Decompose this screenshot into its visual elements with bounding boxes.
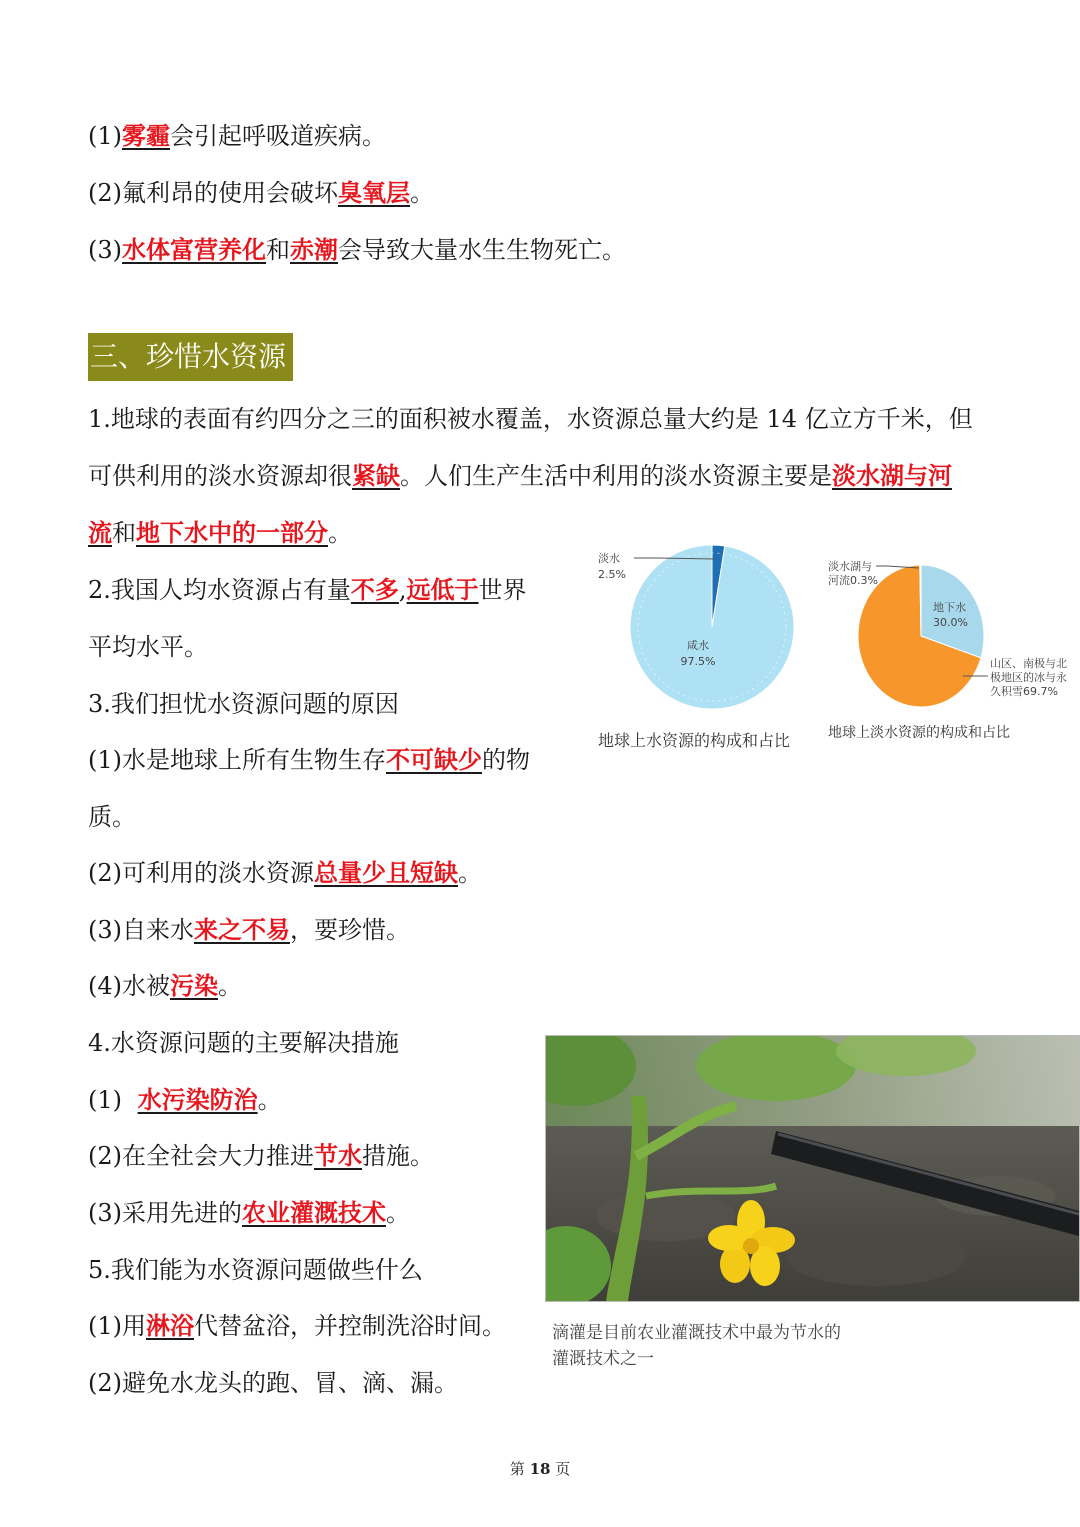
p4-title: 4.水资源问题的主要解决措施	[88, 1029, 399, 1057]
item-text: (3)采用先进的	[88, 1199, 242, 1227]
item-text: (2)在全社会大力推进	[88, 1142, 314, 1170]
slice-label-lakes-rivers: 河流0.3%	[828, 574, 878, 587]
highlight-term: 总量少且短缺	[314, 858, 458, 887]
caption-line: 灌溉技术之一	[552, 1349, 654, 1369]
item-text: ,	[398, 576, 407, 604]
item-text: 。	[218, 972, 242, 1000]
slice-label-lakes-rivers: 淡水湖与	[828, 560, 872, 573]
slice-value-groundwater: 30.0%	[933, 616, 968, 629]
item-text: (1)	[88, 122, 122, 150]
page-number	[0, 1458, 1080, 1479]
pie-slice-saltwater	[630, 545, 794, 709]
slice-label-ice-snow: 极地区的冰与永	[990, 671, 1067, 684]
p4-item-1	[88, 1085, 282, 1115]
pie-2-caption: 地球上淡水资源的构成和占比	[828, 725, 1010, 741]
item-text: 会导致大量水生生物死亡。	[338, 236, 626, 264]
item-text: 。	[386, 1199, 410, 1227]
item-text: 。	[458, 859, 482, 887]
item-text: ，要珍惜。	[290, 916, 410, 944]
slice-value-freshwater: 2.5%	[598, 568, 626, 581]
item-text: (3)	[88, 236, 122, 264]
highlight-term: 紧缺	[352, 461, 400, 490]
item-text: (3)自来水	[88, 916, 194, 944]
p5-item-1	[88, 1311, 506, 1341]
p4-item-3	[88, 1198, 410, 1228]
p3-item-2	[88, 858, 482, 888]
highlight-term: 远低于	[406, 575, 479, 604]
highlight-term: 不多	[350, 575, 399, 604]
p3-item-3	[88, 915, 410, 945]
slice-label-groundwater: 地下水	[933, 601, 966, 614]
item-text: 2.我国人均水资源占有量	[88, 576, 351, 604]
page-number-value: 18	[529, 1460, 551, 1478]
drip-irrigation-photo	[545, 1035, 1080, 1302]
item-text: (1)	[88, 1086, 130, 1114]
highlight-term: 臭氧层	[338, 178, 410, 207]
p3-item-4	[88, 971, 242, 1001]
photo-caption	[552, 1320, 972, 1372]
p1-line-3	[88, 518, 352, 548]
drip-irrigation-illustration	[546, 1036, 1079, 1301]
p3-item-1	[88, 745, 530, 775]
pollution-item-3	[88, 235, 626, 265]
caption-line: 滴灌是目前农业灌溉技术中最为节水的	[552, 1323, 841, 1343]
pie-1-caption: 地球上水资源的构成和占比	[598, 731, 791, 750]
highlight-term: 淋浴	[146, 1311, 194, 1340]
slice-value-saltwater: 97.5%	[680, 655, 716, 668]
item-text: 世界	[478, 576, 527, 604]
highlight-term: 淡水湖与河	[832, 461, 952, 490]
item-text: 代替盆浴，并控制洗浴时间。	[194, 1312, 506, 1340]
item-text: 措施。	[362, 1142, 434, 1170]
highlight-term: 农业灌溉技术	[242, 1198, 386, 1227]
item-text: (2)可利用的淡水资源	[88, 859, 314, 887]
slice-label-ice-snow: 久积雪69.7%	[990, 685, 1058, 698]
page-suffix: 页	[555, 1460, 571, 1478]
highlight-term: 污染	[170, 971, 218, 1000]
p3-title: 3.我们担忧水资源问题的原因	[88, 690, 399, 718]
p1-line-1: 1.地球的表面有约四分之三的面积被水覆盖，水资源总量大约是 14 亿立方千米，但	[88, 405, 973, 433]
item-text: 。	[328, 519, 352, 547]
item-text: 可供利用的淡水资源却很	[88, 462, 352, 490]
slice-label-saltwater: 咸水	[687, 639, 709, 652]
item-text: 。	[410, 179, 434, 207]
item-text: 。人们生产生活中利用的淡水资源主要是	[400, 462, 832, 490]
pollution-item-1	[88, 121, 386, 151]
page-prefix: 第	[509, 1460, 525, 1478]
item-text: 和	[266, 236, 290, 264]
highlight-term: 水体富营养化	[122, 235, 266, 264]
pollution-item-2	[88, 178, 434, 208]
p2-line-1	[88, 575, 527, 605]
item-text: (1)用	[88, 1312, 146, 1340]
item-text: (1)水是地球上所有生物生存	[88, 746, 386, 774]
item-text: 和	[112, 519, 136, 547]
item-text: 会引起呼吸道疾病。	[170, 122, 386, 150]
section-title: 三、珍惜水资源	[88, 333, 293, 381]
p3-item-1-line-2: 质。	[88, 803, 136, 831]
item-text: 的物	[482, 746, 530, 774]
highlight-term: 不可缺少	[386, 745, 482, 774]
highlight-term: 水污染防治	[137, 1085, 258, 1114]
p4-item-2	[88, 1141, 434, 1171]
highlight-term: 赤潮	[290, 235, 338, 264]
slice-label-freshwater: 淡水	[598, 552, 620, 565]
highlight-term: 来之不易	[194, 915, 290, 944]
highlight-term: 节水	[314, 1141, 362, 1170]
item-text: 。	[257, 1086, 282, 1114]
p5-title: 5.我们能为水资源问题做些什么	[88, 1256, 423, 1284]
highlight-term: 地下水中的一部分	[136, 518, 328, 547]
slice-label-ice-snow: 山区、南极与北	[990, 657, 1067, 670]
item-text: (4)水被	[88, 972, 170, 1000]
p2-line-2: 平均水平。	[88, 633, 208, 661]
p5-item-2: (2)避免水龙头的跑、冒、滴、漏。	[88, 1369, 458, 1397]
p1-line-2	[88, 461, 952, 491]
item-text: (2)氟利昂的使用会破坏	[88, 179, 338, 207]
highlight-term: 流	[88, 518, 112, 547]
highlight-term: 雾霾	[122, 121, 170, 150]
